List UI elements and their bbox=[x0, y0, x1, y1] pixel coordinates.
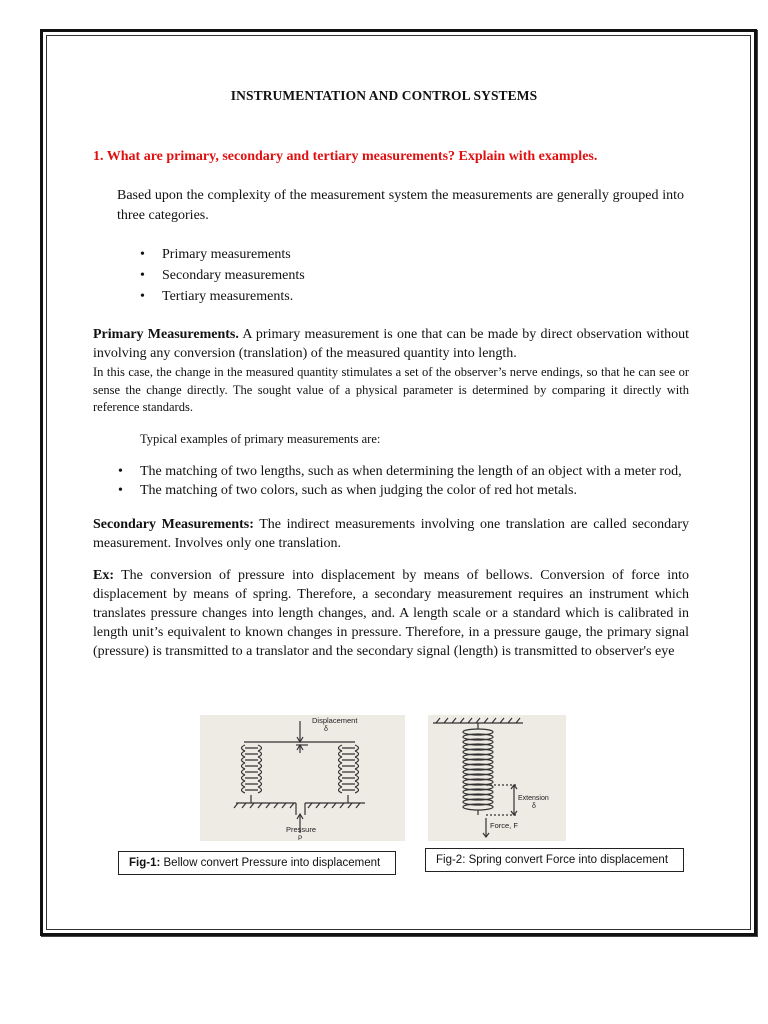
figure-2-spring bbox=[428, 715, 566, 841]
spring-coils bbox=[463, 729, 493, 810]
secondary-heading: Secondary Measurements: bbox=[93, 517, 254, 532]
pressure-label: Pressure bbox=[286, 825, 317, 834]
figure-2-caption-text: Fig-2: Spring convert Force into displacement bbox=[436, 854, 669, 866]
document-title: INSTRUMENTATION AND CONTROL SYSTEMS bbox=[230, 88, 538, 103]
figure-1-caption-text: Bellow convert Pressure into displacement bbox=[160, 857, 381, 869]
extension-delta: δ bbox=[532, 803, 536, 810]
extension-label: Extension bbox=[518, 795, 549, 802]
force-label: Force, F bbox=[490, 821, 518, 830]
primary-text: A primary measurement is one that can be made by direct observation without involving any conversion (translation) of the measured quantity into length. bbox=[93, 327, 689, 361]
example-heading: Ex: bbox=[93, 568, 114, 583]
example-paragraph bbox=[93, 566, 689, 661]
list-item: • The matching of two colors, such as when judging the color of red hot metals. bbox=[116, 482, 689, 499]
displacement-delta: δ bbox=[324, 726, 328, 733]
spring-diagram bbox=[428, 715, 566, 841]
examples-intro-text: Typical examples of primary measurements are: bbox=[140, 432, 381, 446]
question-heading: 1. What are primary, secondary and tertiary measurements? Explain with examples. bbox=[93, 149, 598, 164]
bellows-diagram bbox=[200, 715, 405, 841]
list-item: • Secondary measurements bbox=[138, 265, 305, 286]
list-item: • Tertiary measurements. bbox=[138, 286, 305, 307]
primary-detail-paragraph bbox=[93, 364, 689, 417]
right-bellows bbox=[339, 745, 359, 803]
intro-text: Based upon the complexity of the measurement system the measurements are generally grouped into three categories. bbox=[117, 188, 684, 223]
categories-list bbox=[138, 244, 305, 307]
secondary-paragraph bbox=[93, 515, 689, 553]
example-text: The conversion of pressure into displacement by means of bellows. Conversion of force into displacement by means of spring. Therefore, a secondary measurement requires an instrument which translates pressure changes into length changes, and. A length scale or a standard which is calibrated in length unit’s equivalent to known changes in pressure. Therefore, in a pressure gauge, the primary signal (pressure) is transmitted to a translator and the secondary signal (length) is transmitted to observer's eye bbox=[93, 568, 689, 659]
secondary-text: The indirect measurements involving one translation are called secondary measurement. Involves only one translation. bbox=[93, 517, 689, 551]
primary-paragraph bbox=[93, 325, 689, 363]
primary-examples-list bbox=[116, 463, 689, 499]
displacement-label: Displacement bbox=[312, 716, 358, 725]
list-item: • The matching of two lengths, such as when determining the length of an object with a meter rod, bbox=[116, 463, 689, 480]
figure-2-caption bbox=[425, 848, 684, 872]
figure-1-bellows bbox=[200, 715, 405, 841]
intro-paragraph bbox=[117, 186, 684, 226]
primary-detail-text: In this case, the change in the measured quantity stimulates a set of the observer’s nerve endings, so that he can see or sense the change directly. The sought value of a physical parameter is determined by comparing it directly with reference standards. bbox=[93, 365, 689, 414]
figure-1-caption bbox=[118, 851, 396, 875]
figure-1-caption-prefix: Fig-1: bbox=[129, 857, 161, 869]
left-bellows bbox=[242, 745, 262, 803]
examples-intro bbox=[140, 431, 380, 449]
list-item: • Primary measurements bbox=[138, 244, 305, 265]
pressure-symbol: P bbox=[298, 835, 303, 841]
primary-heading: Primary Measurements. bbox=[93, 327, 239, 342]
